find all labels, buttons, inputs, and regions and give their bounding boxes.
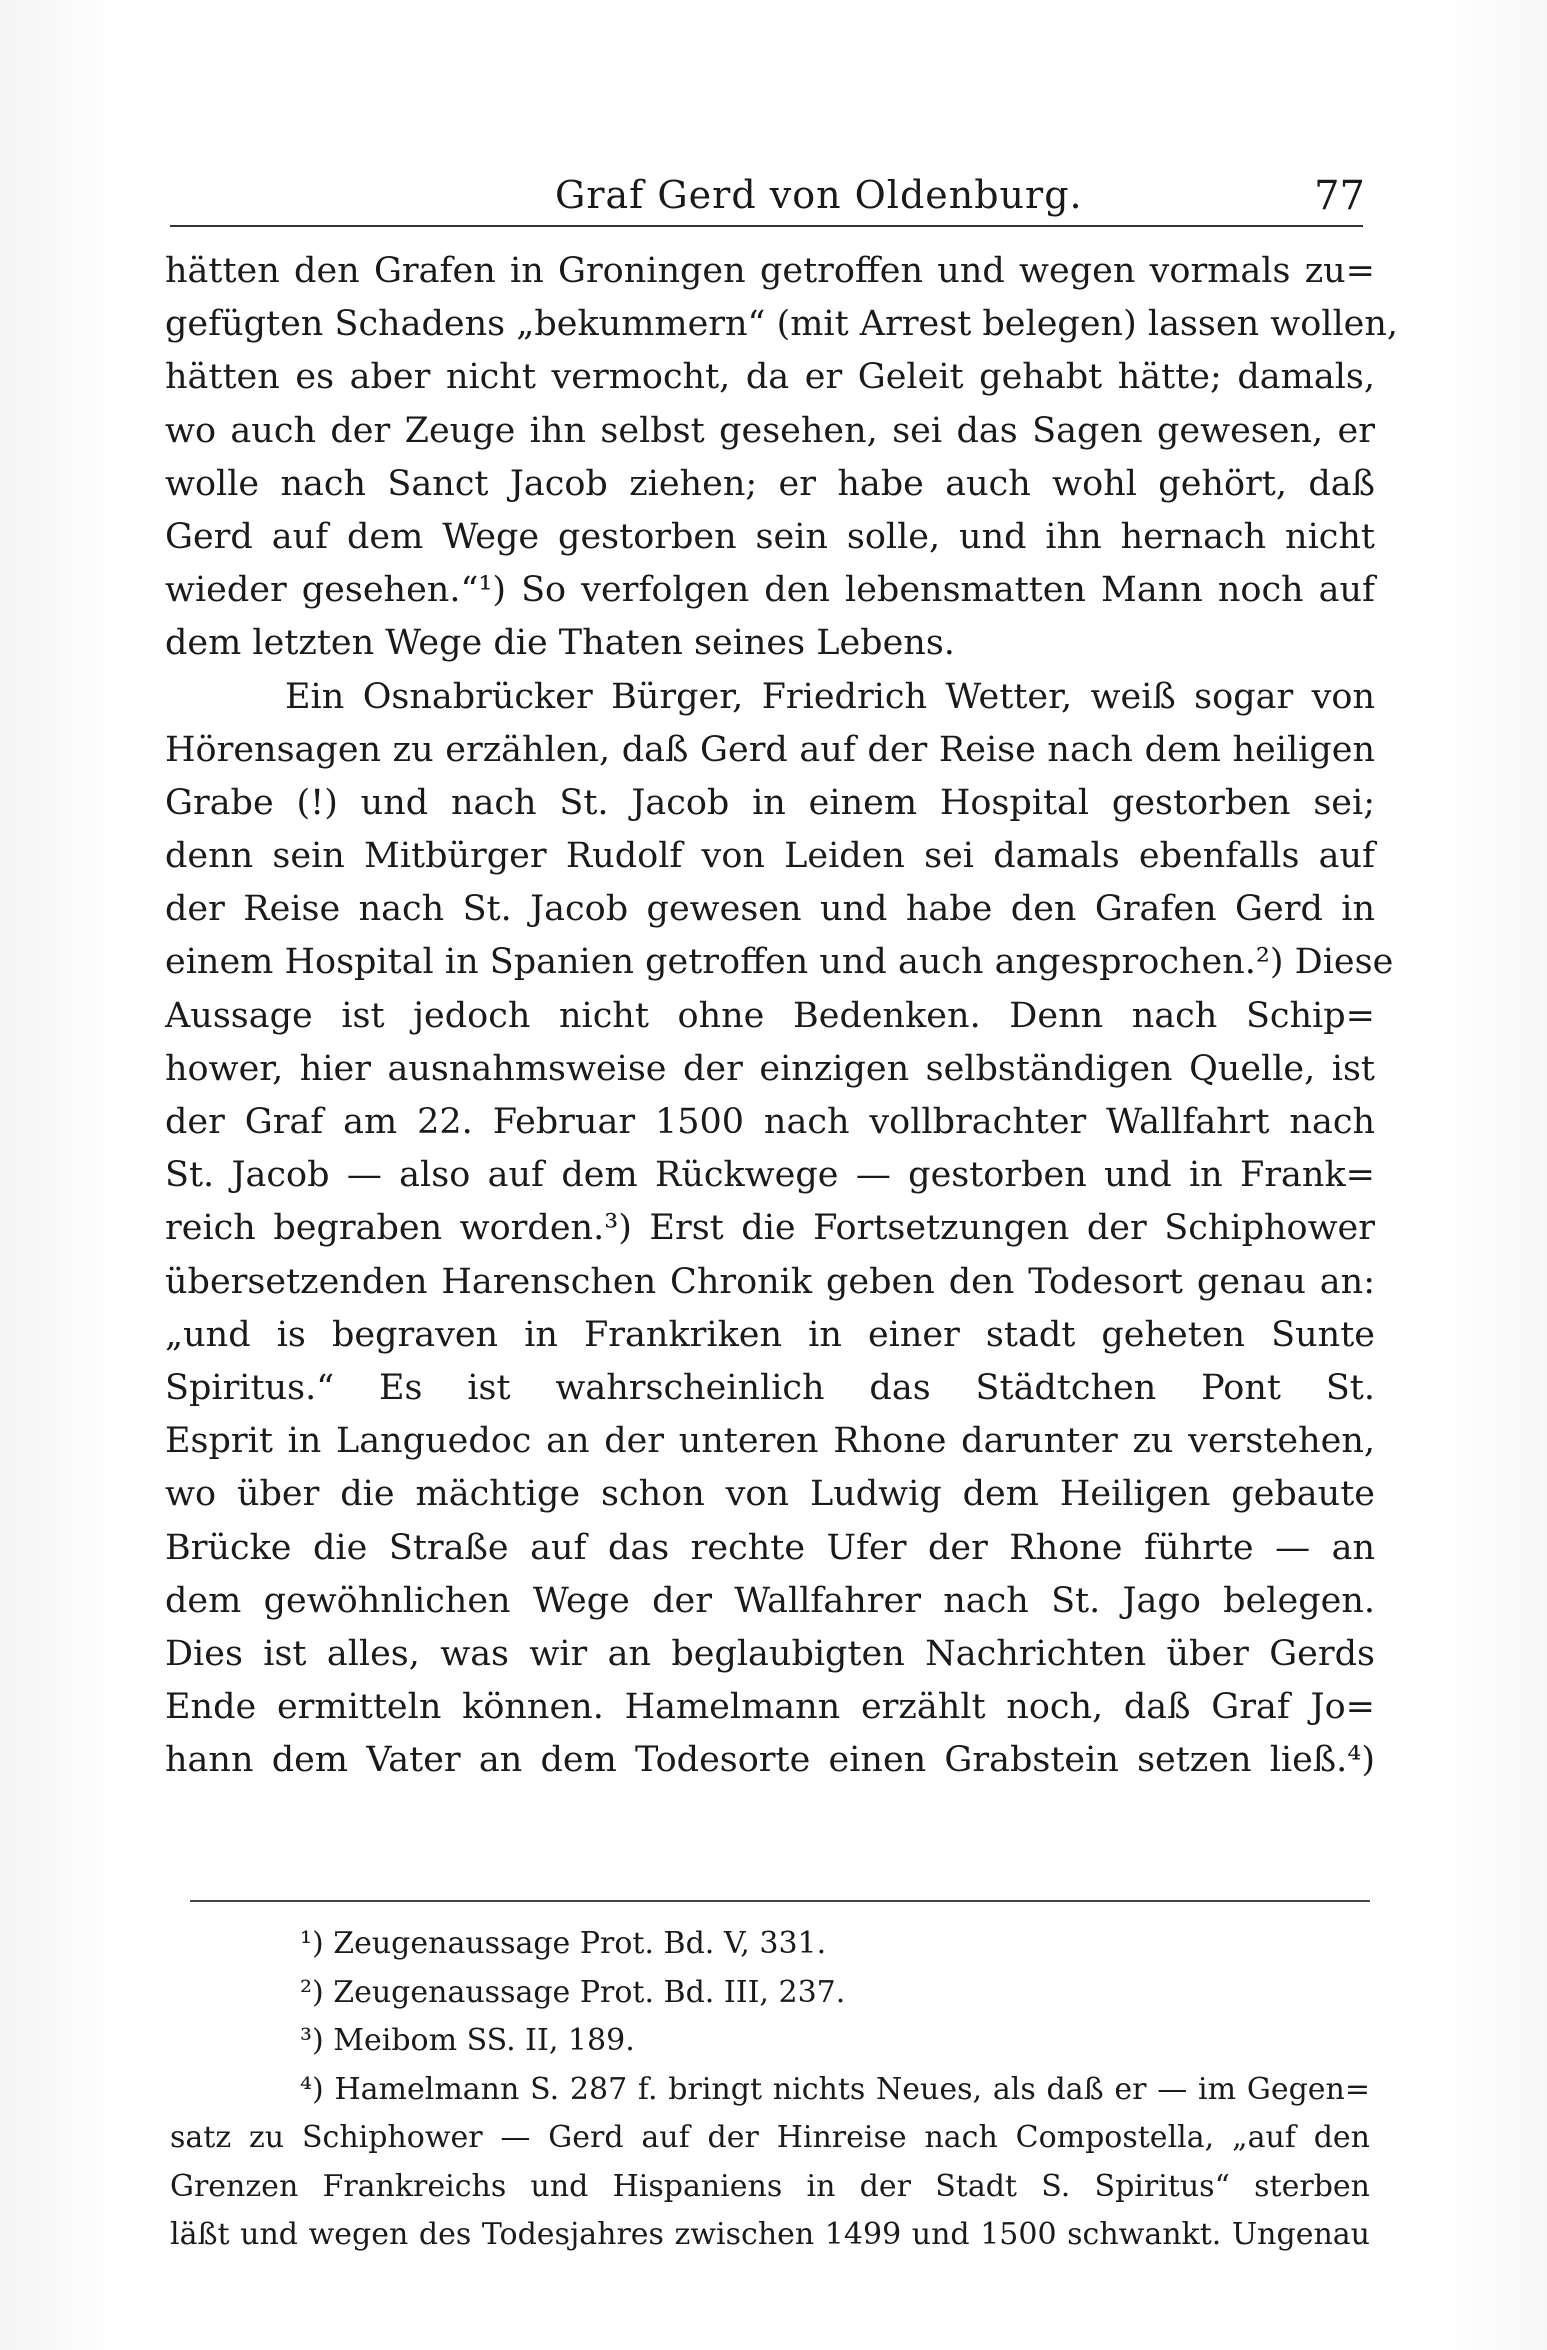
text-line: St. Jacob — also auf dem Rückwege — gestorben und in Frank= xyxy=(165,1155,1375,1196)
text-line: „und is begraven in Frankriken in einer stadt geheten Sunte xyxy=(165,1314,1375,1355)
text-line: Gerd auf dem Wege gestorben sein solle, und ihn hernach nicht xyxy=(165,516,1375,557)
text-line: hätten den Grafen in Groningen getroffen und wegen vormals zu= xyxy=(165,251,1375,291)
text-line: hätten es aber nicht vermocht, da er Geleit gehabt hätte; damals, xyxy=(165,357,1375,398)
footnote-2: ²) Zeugenaussage Prot. Bd. III, 237. xyxy=(300,1974,846,2010)
text-line: dem letzten Wege die Thaten seines Lebens. xyxy=(165,623,955,664)
footnote-4: ⁴) Hamelmann S. 287 f. bringt nichts Neues, als daß er — im Gegen= xyxy=(300,2071,1370,2107)
text-line: Ein Osnabrücker Bürger, Friedrich Wetter, weiß sogar von xyxy=(285,676,1375,717)
footnote-rule xyxy=(190,1900,1370,1902)
text-line: hann dem Vater an dem Todesorte einen Grabstein setzen ließ.⁴) xyxy=(165,1740,1375,1781)
footnotes xyxy=(170,1920,1370,2260)
page-number: 77 xyxy=(1314,173,1365,219)
text-line: denn sein Mitbürger Rudolf von Leiden sei damals ebenfalls auf xyxy=(165,836,1375,877)
text-line: Spiritus.“ Es ist wahrscheinlich das Städtchen Pont St. xyxy=(165,1367,1375,1408)
text-line: wieder gesehen.“¹) So verfolgen den lebensmatten Mann noch auf xyxy=(165,570,1375,611)
text-line: Grabe (!) und nach St. Jacob in einem Hospital gestorben sei; xyxy=(165,782,1375,823)
footnote-1: ¹) Zeugenaussage Prot. Bd. V, 331. xyxy=(300,1926,827,1961)
text-line: Dies ist alles, was wir an beglaubigten Nachrichten über Gerds xyxy=(165,1633,1375,1674)
text-line: wolle nach Sanct Jacob ziehen; er habe auch wohl gehört, daß xyxy=(165,463,1375,504)
text-line: wo auch der Zeuge ihn selbst gesehen, sei das Sagen gewesen, er xyxy=(165,410,1375,451)
footnote-4-line: Grenzen Frankreichs und Hispaniens in der Stadt S. Spiritus“ sterben xyxy=(170,2168,1370,2204)
text-line: Brücke die Straße auf das rechte Ufer der Rhone führte — an xyxy=(165,1527,1375,1568)
text-line: reich begraben worden.³) Erst die Fortsetzungen der Schiphower xyxy=(165,1208,1375,1249)
text-line: hower, hier ausnahmsweise der einzigen selbständigen Quelle, ist xyxy=(165,1048,1375,1089)
page-header xyxy=(165,165,1365,225)
text-line: übersetzenden Harenschen Chronik geben den Todesort genau an: xyxy=(165,1261,1375,1302)
text-line: der Graf am 22. Februar 1500 nach vollbrachter Wallfahrt nach xyxy=(165,1102,1375,1142)
text-line: Hörensagen zu erzählen, daß Gerd auf der Reise nach dem heiligen xyxy=(165,729,1375,770)
text-line: gefügten Schadens „bekummern“ (mit Arrest belegen) lassen wollen, xyxy=(165,304,1399,345)
text-line: Esprit in Languedoc an der unteren Rhone darunter zu verstehen, xyxy=(165,1421,1375,1462)
text-line: Aussage ist jedoch nicht ohne Bedenken. Denn nach Schip= xyxy=(165,995,1375,1036)
footnote-4-line: satz zu Schiphower — Gerd auf der Hinreise nach Compostella, „auf den xyxy=(170,2120,1370,2155)
body-text xyxy=(165,245,1399,1787)
running-title: Graf Gerd von Oldenburg. xyxy=(555,173,1083,217)
text-line: der Reise nach St. Jacob gewesen und habe den Grafen Gerd in xyxy=(165,889,1375,930)
text-line: Ende ermitteln können. Hamelmann erzählt noch, daß Graf Jo= xyxy=(165,1687,1375,1728)
text-line: wo über die mächtige schon von Ludwig dem Heiligen gebaute xyxy=(165,1474,1375,1515)
text-line: einem Hospital in Spanien getroffen und auch angesprochen.²) Diese xyxy=(165,942,1394,983)
footnote-4-line: läßt und wegen des Todesjahres zwischen 1499 und 1500 schwankt. Ungenau xyxy=(170,2217,1370,2252)
header-rule xyxy=(170,225,1363,227)
text-line: dem gewöhnlichen Wege der Wallfahrer nach St. Jago belegen. xyxy=(165,1580,1375,1621)
footnote-3: ³) Meibom SS. II, 189. xyxy=(300,2023,635,2058)
